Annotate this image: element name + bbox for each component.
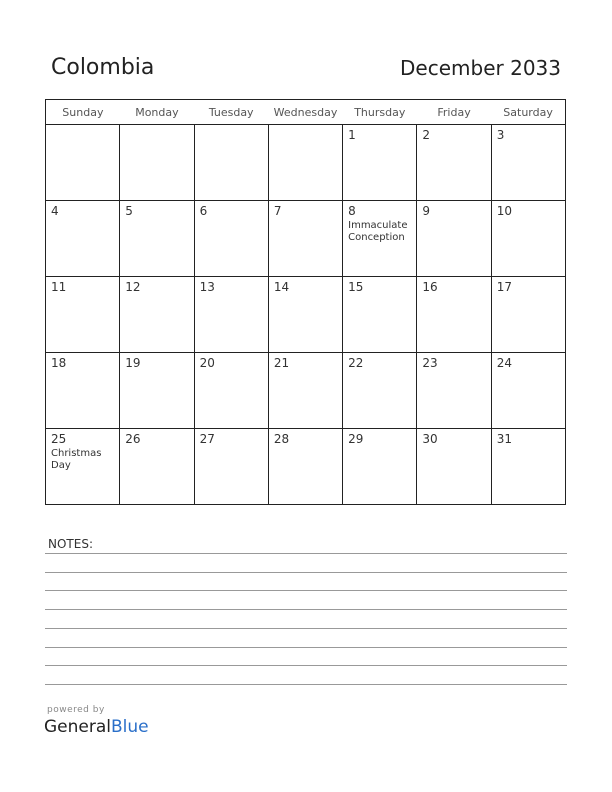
day-cell [417,201,491,277]
day-number: 10 [496,204,512,218]
day-cell [46,429,120,505]
day-cell [120,125,194,201]
note-line [45,647,567,648]
day-number: 13 [199,280,215,294]
week-row [46,429,566,505]
generalblue-logo [44,717,149,737]
week-row [46,201,566,277]
note-line [45,590,567,591]
day-cell [343,201,417,277]
day-cell [194,277,268,353]
country-title: Colombia [51,55,155,80]
powered-by-text: powered by [47,705,105,715]
day-cell [194,353,268,429]
day-number: 23 [422,356,438,370]
day-number: 24 [496,356,512,370]
day-number: 11 [51,280,67,294]
day-number: 6 [199,204,208,218]
day-cell [491,429,565,505]
day-cell [417,277,491,353]
day-cell [268,125,342,201]
day-cell [417,353,491,429]
day-number: 9 [422,204,431,218]
month-year-title: December 2033 [400,56,561,80]
day-cell [491,125,565,201]
day-number: 5 [125,204,133,218]
day-cell [343,429,417,505]
brand-blue: Blue [111,717,149,737]
weekday-thursday: Thursday [343,100,417,125]
day-cell [120,277,194,353]
brand-general: General [44,717,111,737]
weekday-friday: Friday [417,100,491,125]
day-cell [194,201,268,277]
day-number: 25 [51,432,67,446]
day-cell [343,277,417,353]
note-line [45,628,567,629]
calendar-grid [45,99,566,505]
day-cell [120,353,194,429]
day-number: 1 [348,128,356,142]
day-number: 28 [273,432,290,446]
day-number: 8 [348,204,356,218]
day-cell [46,201,120,277]
day-number: 7 [273,204,282,218]
day-number: 30 [422,432,438,446]
day-number: 19 [125,356,141,370]
note-line [45,684,567,685]
day-number: 14 [273,280,290,294]
day-number: 31 [496,432,512,446]
day-number: 16 [422,280,438,294]
day-number: 29 [348,432,364,446]
week-row [46,277,566,353]
day-cell [46,277,120,353]
note-line [45,665,567,666]
day-cell [417,125,491,201]
day-cell [268,201,342,277]
weekday-header-row [46,100,566,125]
day-cell [194,429,268,505]
note-line [45,609,567,610]
day-number: 3 [496,128,505,142]
weekday-saturday: Saturday [491,100,565,125]
day-cell [343,353,417,429]
day-cell [120,201,194,277]
note-line [45,553,567,554]
day-cell [417,429,491,505]
note-line [45,572,567,573]
day-cell [268,277,342,353]
day-number: 20 [199,356,215,370]
day-number: 12 [125,280,141,294]
day-number: 27 [199,432,215,446]
day-cell [120,429,194,505]
week-row [46,125,566,201]
weekday-monday: Monday [120,100,194,125]
day-cell [268,429,342,505]
day-cell [491,353,565,429]
calendar-body [46,125,566,505]
day-number: 15 [348,280,364,294]
day-cell [491,201,565,277]
day-cell [46,125,120,201]
weekday-sunday: Sunday [46,100,120,125]
day-number: 26 [125,432,141,446]
day-number: 17 [496,280,512,294]
weekday-wednesday: Wednesday [268,100,342,125]
holiday-label: Christmas Day [51,448,102,471]
holiday-label: Immaculate Conception [348,220,408,243]
day-cell [343,125,417,201]
day-cell [46,353,120,429]
day-number: 21 [273,356,290,370]
weekday-tuesday: Tuesday [194,100,268,125]
day-number: 4 [51,204,59,218]
day-cell [194,125,268,201]
day-number: 22 [348,356,364,370]
week-row [46,353,566,429]
day-number: 2 [422,128,431,142]
day-cell [268,353,342,429]
notes-label: NOTES: [48,537,93,551]
day-number: 18 [51,356,67,370]
day-cell [491,277,565,353]
